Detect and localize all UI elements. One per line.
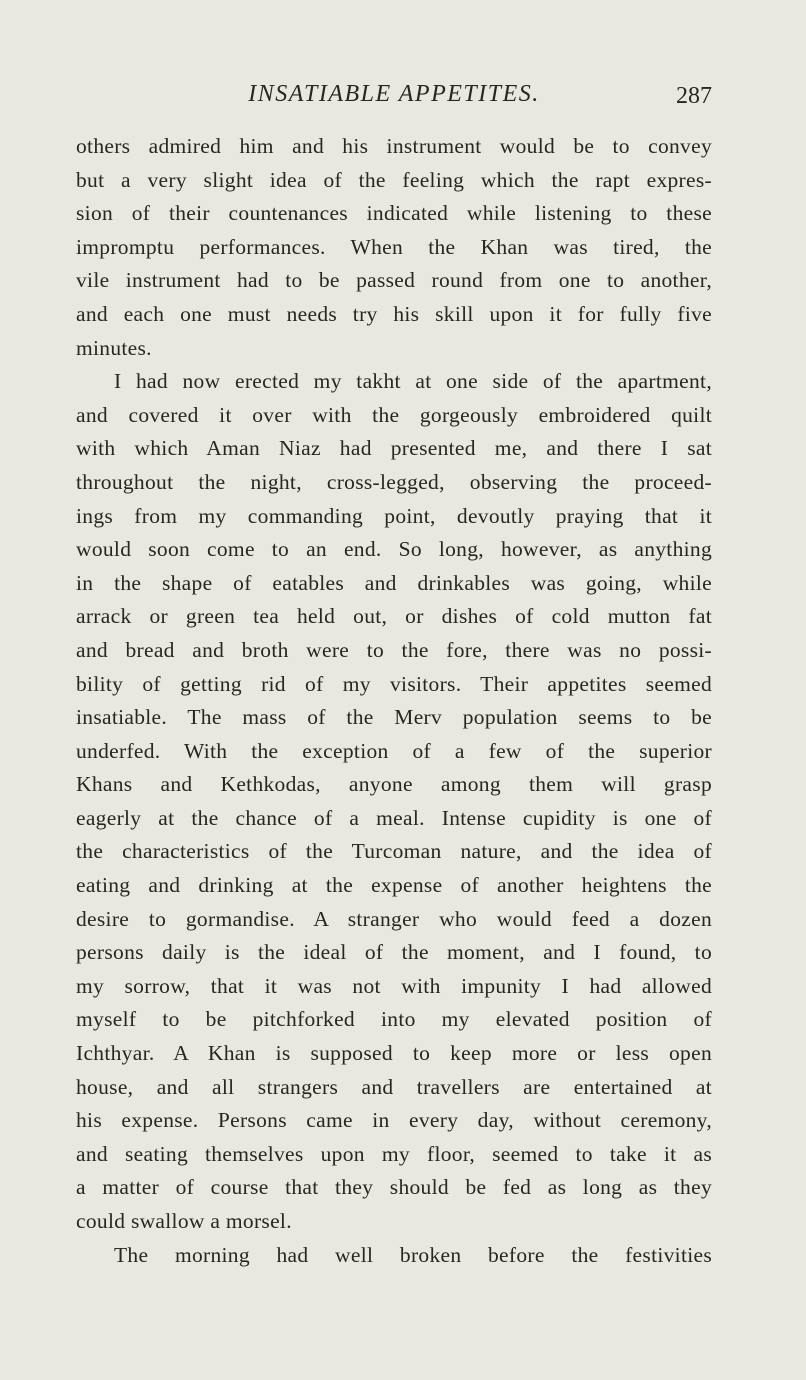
text-line: and bread and broth were to the fore, there was no possi- <box>76 637 712 662</box>
page-number: 287 <box>676 83 712 109</box>
text-line: vile instrument had to be passed round from one to another, <box>76 268 712 293</box>
text-line: The morning had well broken before the festivities <box>114 1242 712 1267</box>
paragraph-1 <box>76 130 712 365</box>
text-line: my sorrow, that it was not with impunity I had allowed <box>76 973 712 998</box>
text-line: sion of their countenances indicated while listening to these <box>76 201 712 226</box>
text-line: could swallow a morsel. <box>76 1209 292 1233</box>
text-line: minutes. <box>76 335 152 360</box>
text-line: myself to be pitchforked into my elevated position of <box>76 1007 712 1032</box>
text-line: bility of getting rid of my visitors. Their appetites seemed <box>76 671 712 696</box>
text-line: Khans and Kethkodas, anyone among them will grasp <box>76 772 712 797</box>
text-line: impromptu performances. When the Khan was tired, the <box>76 234 712 259</box>
text-line: ings from my commanding point, devoutly praying that it <box>76 503 712 528</box>
text-line: his expense. Persons came in every day, without ceremony, <box>76 1108 712 1133</box>
text-line: a matter of course that they should be fed as long as they <box>76 1175 712 1200</box>
running-title: INSATIABLE APPETITES. <box>248 81 540 107</box>
text-line: with which Aman Niaz had presented me, and there I sat <box>76 436 712 461</box>
text-line: and seating themselves upon my floor, seemed to take it as <box>76 1141 712 1166</box>
text-line: underfed. With the exception of a few of the superior <box>76 738 712 763</box>
text-line: desire to gormandise. A stranger who would feed a dozen <box>76 906 712 931</box>
text-line: insatiable. The mass of the Merv population seems to be <box>76 705 712 730</box>
text-line: and covered it over with the gorgeously embroidered quilt <box>76 402 712 427</box>
text-line: Ichthyar. A Khan is supposed to keep more or less open <box>76 1041 712 1066</box>
page-header <box>76 80 712 110</box>
text-line: but a very slight idea of the feeling which the rapt expres- <box>76 167 712 192</box>
paragraph-2 <box>76 365 712 1238</box>
text-line: eagerly at the chance of a meal. Intense cupidity is one of <box>76 805 712 830</box>
text-line: persons daily is the ideal of the moment, and I found, to <box>76 940 712 965</box>
text-line: and each one must needs try his skill upon it for fully five <box>76 301 712 326</box>
body-text <box>76 130 712 1272</box>
text-line: others admired him and his instrument would be to convey <box>76 134 712 158</box>
text-line: eating and drinking at the expense of another heightens the <box>76 873 712 898</box>
text-line: in the shape of eatables and drinkables was going, while <box>76 570 712 595</box>
text-line: house, and all strangers and travellers are entertained at <box>76 1074 712 1099</box>
text-line: arrack or green tea held out, or dishes of cold mutton fat <box>76 604 712 629</box>
text-line: I had now erected my takht at one side of the apartment, <box>114 369 712 394</box>
text-line: throughout the night, cross-legged, observing the proceed- <box>76 469 712 494</box>
text-line: would soon come to an end. So long, however, as anything <box>76 537 712 562</box>
paragraph-3 <box>76 1239 712 1273</box>
text-line: the characteristics of the Turcoman nature, and the idea of <box>76 839 712 864</box>
